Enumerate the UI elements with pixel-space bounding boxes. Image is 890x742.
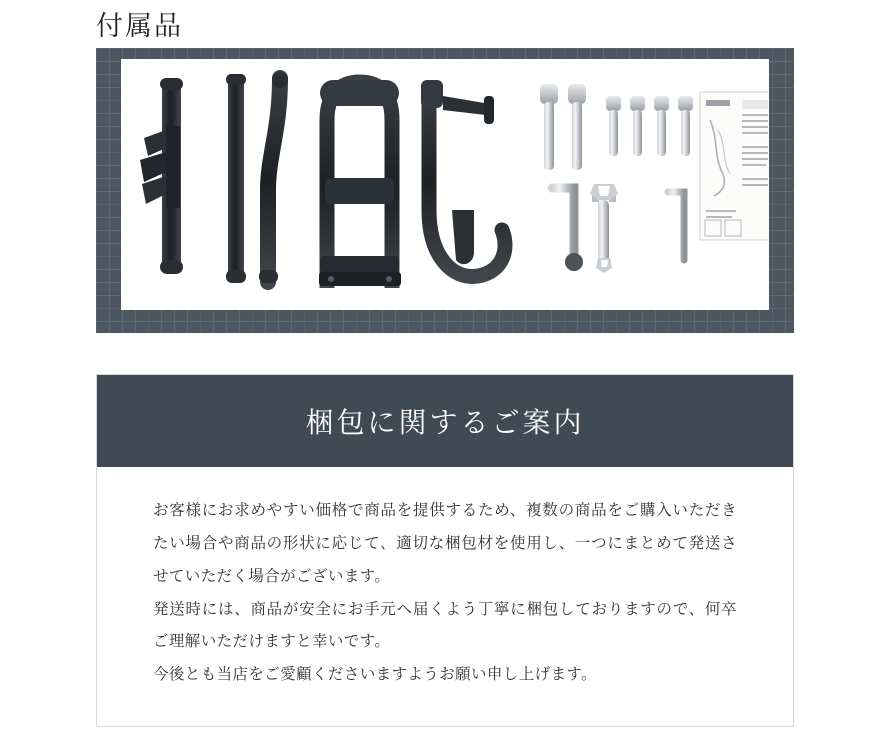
part-spanner <box>590 184 618 273</box>
notice-paragraph: 発送時には、商品が安全にお手元へ届くよう丁寧に梱包しておりますので、何卒ご理解いただけますと幸いです。 <box>153 600 737 651</box>
page-title: 付属品 <box>96 11 183 41</box>
parts-photo-panel <box>96 48 794 333</box>
part-curved-pole <box>259 72 288 283</box>
notice-paragraph: お客様にお求めやすい価格で商品を提供するため、複数の商品をご購入いただきたい場合や商品の形状に応じて、適切な梱包材を使用し、一つにまとめて発送させていただく場合がございます。 <box>153 502 737 585</box>
notice-paragraph: 今後とも当店をご愛顧くださいますようお願い申し上げます。 <box>153 666 597 684</box>
part-bolts-short <box>606 96 693 156</box>
packaging-notice-card <box>96 374 794 727</box>
part-l-wrench <box>552 188 583 271</box>
part-main-pole-left <box>140 78 183 274</box>
part-straight-pole <box>226 74 246 283</box>
part-u-frame <box>319 80 401 288</box>
part-hook-arm <box>421 80 505 276</box>
packaging-notice-body <box>97 467 793 726</box>
parts-photo-canvas <box>122 60 768 309</box>
parts-illustration <box>122 60 768 309</box>
part-hex-key-short <box>668 192 684 260</box>
packaging-notice-title: 梱包に関するご案内 <box>97 375 793 467</box>
part-bolts-long <box>540 84 586 170</box>
part-manual-sheet <box>700 92 768 240</box>
